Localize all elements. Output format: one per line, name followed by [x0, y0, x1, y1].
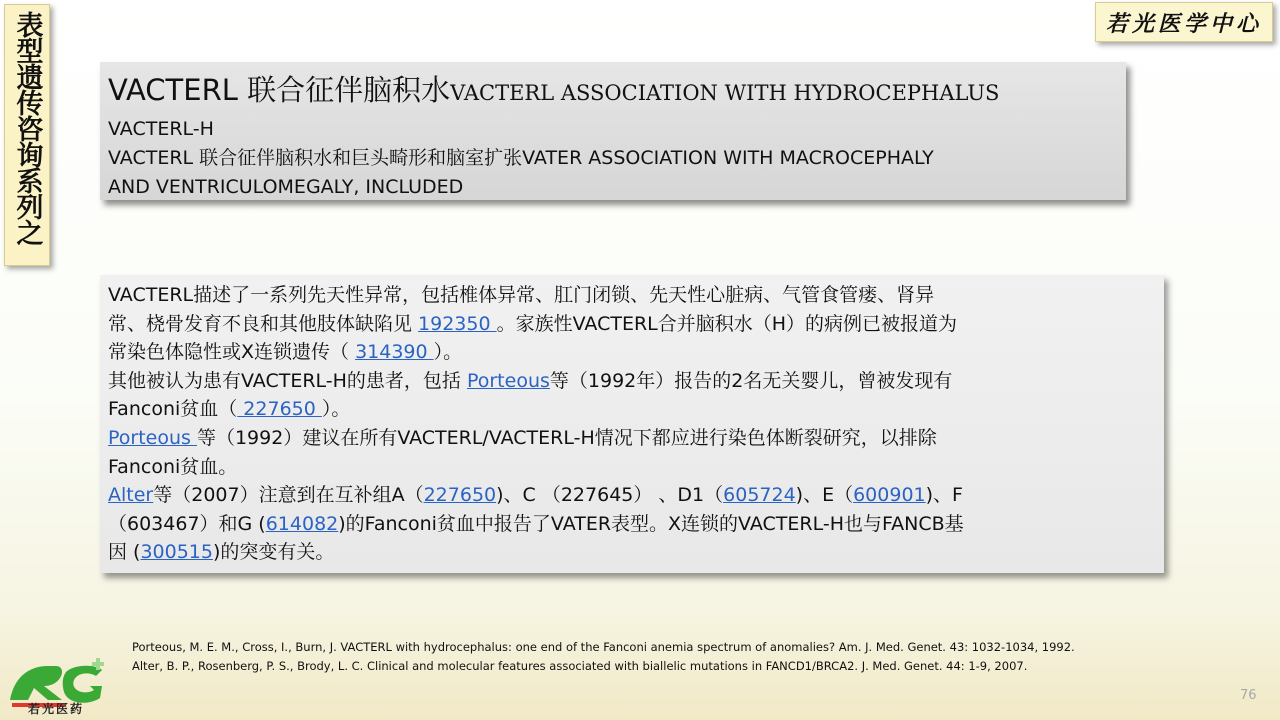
- text-segment: )的Fanconi贫血中报告了VATER表型。X连锁的VACTERL-H也与FANCB基: [338, 512, 964, 535]
- text-segment: )、C （227645） 、D1（: [496, 484, 724, 507]
- text-segment: 等（1992）建议在所有VACTERL/VACTERL-H情况下都应进行染色体断裂研究，以排除: [196, 426, 937, 449]
- paragraph-overview: [108, 281, 1164, 367]
- title-included-line-1: VACTERL 联合征伴脑积水和巨头畸形和脑室扩张VATER ASSOCIATION WITH MACROCEPHALY: [108, 147, 934, 169]
- paragraph-alter: [108, 481, 1164, 567]
- reference-alter: Alter, B. P., Rosenberg, P. S., Brody, L. C. Clinical and molecular features associated with biallelic mutations in FANCD1/BRCA2. J. Med. Genet. 44: 1-9, 2007.: [132, 659, 1028, 673]
- reference-porteous: Porteous, M. E. M., Cross, I., Burn, J. VACTERL with hydrocephalus: one end of the Fanconi anemia spectrum of anomalies? Am. J. Med. Genet. 43: 1032-1034, 1992.: [132, 640, 1075, 654]
- logo-text: 若光医药: [27, 702, 84, 716]
- body-text-box: [100, 275, 1164, 573]
- slide-title: [108, 70, 1126, 115]
- references: [132, 638, 1262, 676]
- brand-banner: [1095, 2, 1273, 42]
- text-segment: Fanconi贫血（: [108, 398, 238, 421]
- paragraph-porteous: [108, 367, 1164, 424]
- title-alias: VACTERL-H: [108, 118, 214, 140]
- link-omim-227650-b[interactable]: 227650: [423, 484, 497, 507]
- text-segment: 常、桡骨发育不良和其他肢体缺陷见: [108, 312, 419, 335]
- text-segment: )的突变有关。: [212, 541, 335, 564]
- link-omim-600901[interactable]: 600901: [853, 484, 926, 507]
- title-chinese: VACTERL 联合征伴脑积水: [108, 73, 451, 107]
- text-segment: Fanconi贫血。: [108, 455, 238, 478]
- link-omim-605724[interactable]: 605724: [723, 484, 796, 507]
- text-segment: 常染色体隐性或X连锁遗传（: [108, 341, 356, 364]
- link-omim-300515[interactable]: 300515: [140, 541, 213, 564]
- link-alter[interactable]: Alter: [108, 484, 154, 507]
- text-segment: 。家族性VACTERL合并脑积水（H）的病例已被报道为: [496, 312, 958, 335]
- title-box: [100, 62, 1126, 200]
- text-segment: 因 (: [108, 541, 141, 564]
- text-segment: ）。: [321, 398, 351, 421]
- link-omim-314390[interactable]: 314390: [355, 341, 434, 364]
- link-porteous-2[interactable]: Porteous: [108, 426, 197, 449]
- text-segment: ）。: [433, 341, 463, 364]
- title-english: VACTERL ASSOCIATION WITH HYDROCEPHALUS: [450, 81, 1000, 105]
- text-segment: 等（1992年）报告的2名无关婴儿，曾被发现有: [549, 369, 953, 392]
- text-segment: 其他被认为患有VACTERL-H的患者，包括: [108, 369, 467, 392]
- series-title-banner: [4, 4, 50, 266]
- series-title-text: 表型遗传咨询系列之: [11, 11, 43, 245]
- link-omim-614082[interactable]: 614082: [265, 512, 339, 535]
- paragraph-chromosome-breakage: [108, 424, 1164, 481]
- link-porteous[interactable]: Porteous: [466, 369, 550, 392]
- title-included-line-2: AND VENTRICULOMEGALY, INCLUDED: [108, 176, 464, 198]
- page-number: 76: [1240, 688, 1257, 703]
- link-omim-192350[interactable]: 192350: [418, 312, 497, 335]
- text-segment: VACTERL描述了一系列先天性异常，包括椎体异常、肛门闭锁、先天性心脏病、气管食管瘘、肾异: [108, 284, 935, 306]
- text-segment: 等（2007）注意到在互补组A（: [153, 484, 424, 507]
- text-segment: )、E（: [795, 484, 854, 507]
- text-segment: （603467）和G (: [108, 512, 266, 535]
- link-omim-227650[interactable]: 227650: [237, 398, 322, 421]
- text-segment: )、F: [925, 484, 963, 507]
- brand-text: 若光医学中心: [1105, 10, 1262, 37]
